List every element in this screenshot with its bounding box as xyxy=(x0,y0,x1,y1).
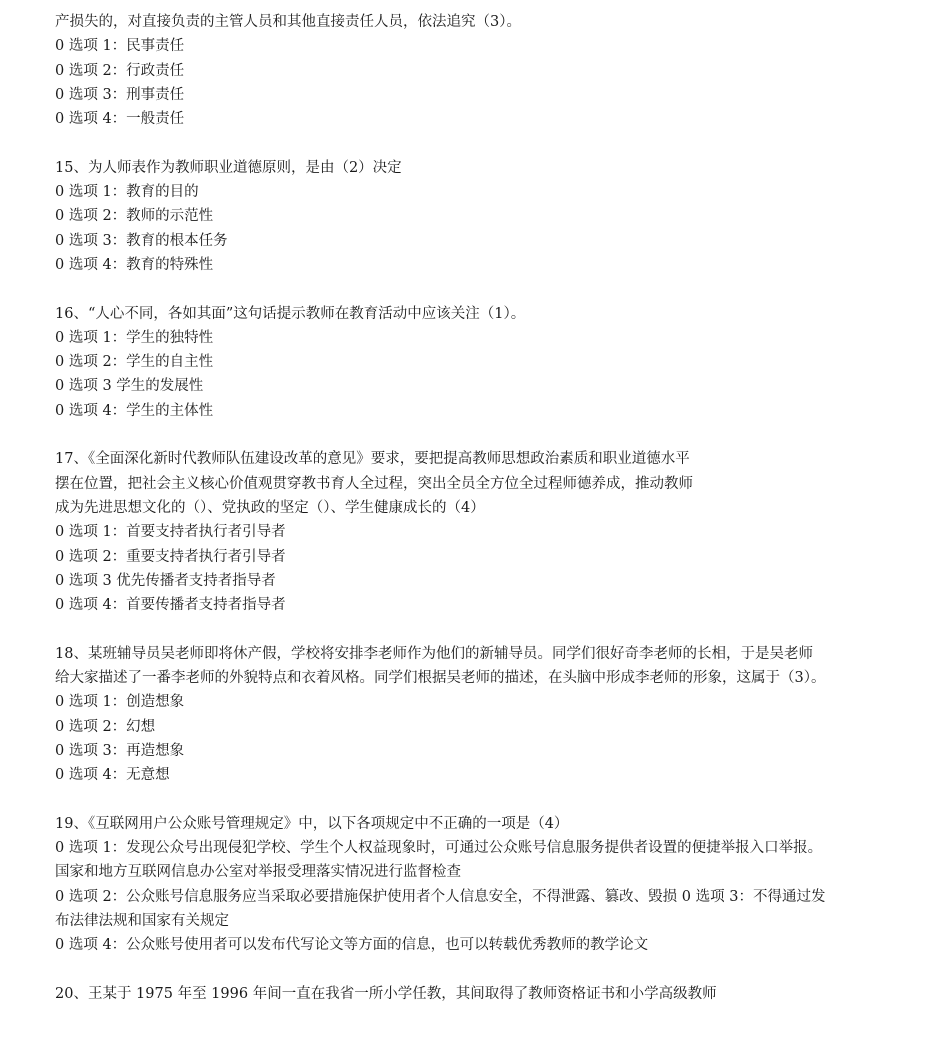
option-line: 0 选项 4：公众账号使用者可以发布代写论文等方面的信息，也可以转载优秀教师的教学论文 xyxy=(55,937,649,954)
option-line: 0 选项 1：首要支持者执行者引导者 xyxy=(55,524,286,541)
option-line: 0 选项 2：公众账号信息服务应当采取必要措施保护使用者个人信息安全，不得泄露、篡改、毁损 0 选项 3：不得通过发 xyxy=(55,888,826,905)
blank-line xyxy=(55,131,935,155)
option-line: 0 选项 1：民事责任 xyxy=(55,38,185,55)
blank-line xyxy=(55,958,935,982)
text-line: 产损失的，对直接负责的主管人员和其他直接责任人员，依法追究（3）。 xyxy=(55,14,521,30)
question-19: 19、《互联网用户公众账号管理规定》中，以下各项规定中不正确的一项是（4） xyxy=(55,815,569,832)
question-15: 15、为人师表作为教师职业道德原则，是由（2）决定 xyxy=(55,159,402,176)
option-line: 0 选项 3：教育的根本任务 xyxy=(55,232,228,249)
question-16: 16、“人心不同，各如其面”这句话提示教师在教育活动中应该关注（1）。 xyxy=(55,305,526,322)
question-17: 17、《全面深化新时代教师队伍建设改革的意见》要求，要把提高教师思想政治素质和职业道德水平 xyxy=(55,451,690,468)
blank-line xyxy=(55,788,935,812)
option-line: 0 选项 2：行政责任 xyxy=(55,62,185,79)
option-line: 0 选项 2：重要支持者执行者引导者 xyxy=(55,548,286,565)
question-20: 20、王某于 1975 年至 1996 年间一直在我省一所小学任教，其间取得了教师资格证书和小学高级教师 xyxy=(55,985,717,1002)
option-line: 0 选项 1：创造想象 xyxy=(55,694,185,711)
blank-line xyxy=(55,617,935,641)
option-line: 0 选项 4：首要传播者支持者指导者 xyxy=(55,597,286,614)
option-line: 0 选项 3 学生的发展性 xyxy=(55,378,204,395)
option-line: 0 选项 4：教育的特殊性 xyxy=(55,256,214,273)
option-line: 0 选项 2：学生的自主性 xyxy=(55,354,214,371)
blank-line xyxy=(55,423,935,447)
option-line: 0 选项 2：幻想 xyxy=(55,718,156,735)
question-18-continued: 给大家描述了一番李老师的外貌特点和衣着风格。同学们根据吴老师的描述，在头脑中形成李老师的形象，这属于（3）。 xyxy=(55,670,826,687)
option-line-continued: 国家和地方互联网信息办公室对举报受理落实情况进行监督检查 xyxy=(55,864,461,881)
option-line: 0 选项 1：学生的独特性 xyxy=(55,329,214,346)
option-line: 0 选项 2：教师的示范性 xyxy=(55,208,214,225)
option-line: 0 选项 1：发现公众号出现侵犯学校、学生个人权益现象时，可通过公众账号信息服务提供者设置的便捷举报入口举报。 xyxy=(55,840,823,857)
option-line: 0 选项 1：教育的目的 xyxy=(55,184,199,201)
option-line: 0 选项 3：再造想象 xyxy=(55,742,185,759)
question-18: 18、某班辅导员吴老师即将休产假，学校将安排李老师作为他们的新辅导员。同学们很好奇李老师的长相，于是吴老师 xyxy=(55,645,813,662)
option-line: 0 选项 4：学生的主体性 xyxy=(55,402,214,419)
question-17-continued: 摆在位置，把社会主义核心价值观贯穿教书育人全过程，突出全员全方位全过程师德养成，推动教师 xyxy=(55,475,693,492)
question-17-continued: 成为先进思想文化的（）、党执政的坚定（）、学生健康成长的（4） xyxy=(55,499,485,516)
blank-line xyxy=(55,277,935,301)
option-line: 0 选项 4：一般责任 xyxy=(55,111,185,128)
option-line: 0 选项 3：刑事责任 xyxy=(55,86,185,103)
option-line: 0 选项 3 优先传播者支持者指导者 xyxy=(55,572,276,589)
document-page xyxy=(55,10,935,1006)
option-line-continued: 布法律法规和国家有关规定 xyxy=(55,912,229,929)
option-line: 0 选项 4：无意想 xyxy=(55,767,170,784)
